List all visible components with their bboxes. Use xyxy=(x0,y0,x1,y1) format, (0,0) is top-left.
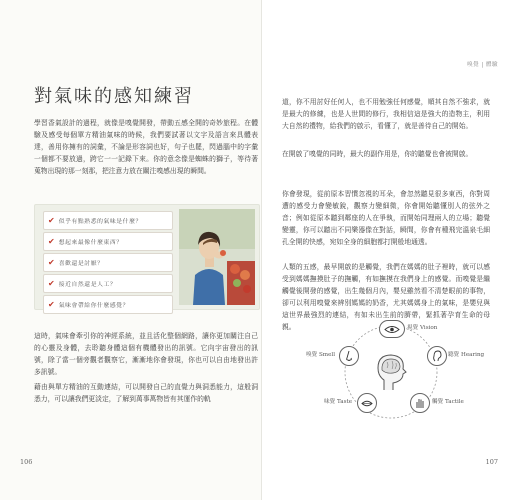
sense-label-smell: 嗅覺 Smell xyxy=(306,352,335,358)
eye-icon xyxy=(379,320,405,338)
sense-label-taste: 味覺 Taste xyxy=(324,399,353,405)
check-icon: ✔ xyxy=(48,216,55,225)
question-item: ✔ 接近自然還是人工？ xyxy=(43,274,173,293)
body-paragraph: 在開啟了嗅覺的同時，最大的副作用是，你的聽覺也會被開啟。 xyxy=(282,150,473,158)
page-number: 106 xyxy=(20,458,33,466)
lips-icon xyxy=(357,393,377,413)
body-paragraph: 藉由與單方精油的互動連結，可以開發自己的直覺力與洞悉能力，這般洞悉力，可以讓我們更淡定，了解到萬事萬物皆有其運作的軌 xyxy=(34,383,258,403)
nose-icon xyxy=(339,346,359,366)
body-paragraph: 人類的五感，最早開啟的是觸覺，我們在媽媽的肚子裡時，就可以感受到媽媽撫摸肚子的撫觸，有如撫摸在我們身上的感覺。而嗅覺是繼觸覺後開發的感覺，出生幾個月內，嬰兒雖然看不清楚眼前的事物，卻可以利用嗅覺來辨別媽媽的奶香，尤其媽媽身上的氣味，是嬰兒與這世界最強烈的連結，有如未出生前的臍帶，緊抓著孕育生命的母親。 xyxy=(282,263,490,331)
running-head: 嗅覺 | 體驗 xyxy=(467,62,498,68)
question-item: ✔ 想起來最像什麼東西？ xyxy=(43,232,173,251)
question-figure xyxy=(34,204,260,310)
check-icon: ✔ xyxy=(48,237,55,246)
page-title: 對氣味的感知練習 xyxy=(34,86,194,107)
question-item: ✔ 氣味會帶給你什麼感覺？ xyxy=(43,295,173,314)
check-icon: ✔ xyxy=(48,279,55,288)
ear-icon xyxy=(427,346,447,366)
question-item: ✔ 似乎有點熟悉的氣味是什麼？ xyxy=(43,211,173,230)
woman-smelling-photo xyxy=(179,209,255,305)
body-paragraph: 你會發現，從前原本習慣忽視的耳朵，會忽然聽見很多東西，你對周遭的感受力會變敏銳，觀察力變細微，你會開始聽懂別人的弦外之音；例如從原本聽到鄰座的人在爭執，而開始同理兩人的立場；聽覺變靈，你可以聽出不同樂器像在對話，瞬間，你會有種飛完溫泉毛細孔全開的快感，宛如全身的細胞都打開般地通透。 xyxy=(282,190,490,246)
sense-label-tactile: 觸覺 Tactile xyxy=(432,399,464,405)
sense-label-vision: 視覺 Vision xyxy=(407,325,438,331)
check-icon: ✔ xyxy=(48,300,55,309)
hand-icon xyxy=(410,393,430,413)
check-icon: ✔ xyxy=(48,258,55,267)
five-senses-diagram xyxy=(262,320,520,440)
head-brain-icon xyxy=(373,352,409,392)
intro-paragraph: 學習香氣設計的過程，就像是嗅覺開發，帶動五感全開的奇妙旅程。在體驗及感受每個單方精油氣味的時候，我們要試著以文字及語言來具體表達，善用你擁有的詞彙，不論是形容詞也好，句子也罷，閃過腦中的字彙一個都不要放過，跨它一一記錄下來。你的意念像是蜘蛛的獅子，等待著蒐物出現的那一刻那，把注意力放在關注嗅感出現的瞬間。 xyxy=(34,119,258,175)
body-paragraph: 這時，氣味會牽引你的神經系統，並且活化整個網路，讓你更加關注自己的心靈及身體，去聆聽身體這個有機體發出的訊號。它向宇宙發出的訊號，除了當一個旁觀者觀察它，漸漸地你會發現，你也可以自由地發出許多訊號。 xyxy=(34,332,258,376)
question-list xyxy=(43,211,173,316)
right-page xyxy=(262,0,520,500)
question-item: ✔ 喜歡還是討厭？ xyxy=(43,253,173,272)
sense-label-hearing: 聽覺 Hearing xyxy=(448,352,485,358)
body-paragraph: 道，你不用討好任何人，也不用勉強任何感覺，順其自然不強求，就是最大的修練，也是人世間的修行，我相信這是強大的造物主，利用大自然的禮物，給我們的啟示，看懂了，就是善待自己的開始。 xyxy=(282,98,490,130)
page-number: 107 xyxy=(485,458,498,466)
